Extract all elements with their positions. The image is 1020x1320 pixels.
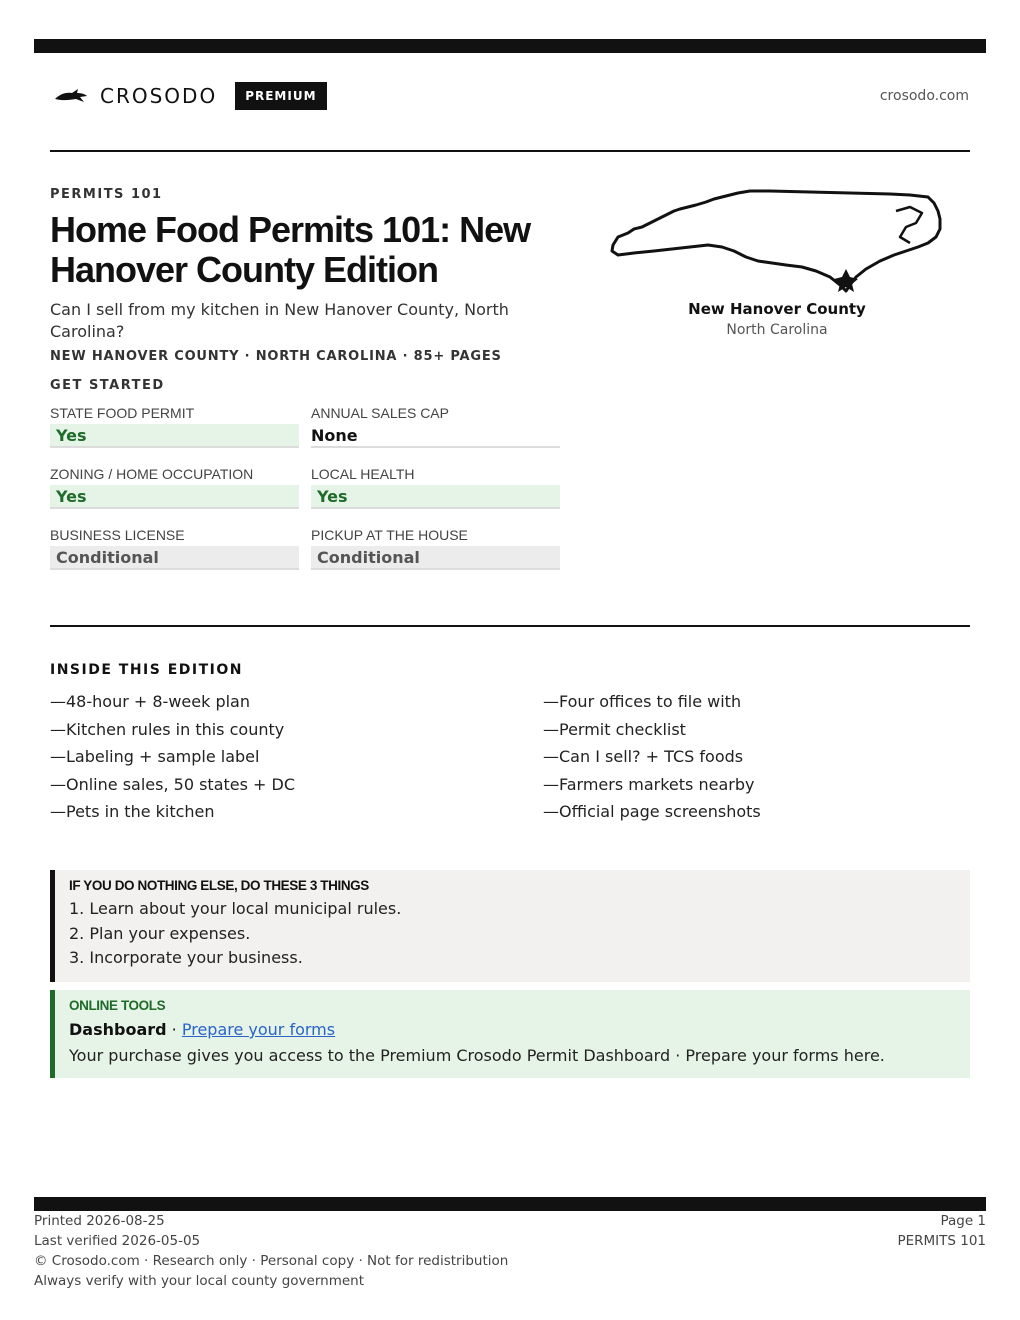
list-item: —Permit checklist xyxy=(543,719,686,739)
printed-date: Printed 2026-08-25 xyxy=(34,1213,165,1229)
north-carolina-map-icon xyxy=(610,185,945,300)
site-url-link[interactable]: crosodo.com xyxy=(879,88,969,104)
summary-cell-state-food-permit xyxy=(50,404,299,448)
footer-section: PERMITS 101 xyxy=(897,1233,986,1249)
bird-icon xyxy=(54,86,88,106)
contents-list-left xyxy=(50,688,520,826)
copyright-notice: © Crosodo.com · Research only · Personal copy · Not for redistribution xyxy=(34,1253,509,1269)
edition-meta: NEW HANOVER COUNTY · NORTH CAROLINA · 85+ PAGES xyxy=(50,349,502,364)
list-item: —Can I sell? + TCS foods xyxy=(543,747,744,766)
list-item: —Kitchen rules in this county xyxy=(50,719,285,739)
callout-heading: IF YOU DO NOTHING ELSE, DO THESE 3 THINGS xyxy=(69,878,369,893)
separator: · xyxy=(166,1020,182,1039)
summary-label: BUSINESS LICENSE xyxy=(50,527,185,543)
summary-label: ZONING / HOME OCCUPATION xyxy=(50,466,254,482)
list-item: —Official page screenshots xyxy=(543,802,761,821)
list-item: —Four offices to file with xyxy=(543,692,742,711)
step-item: 2. Plan your expenses. xyxy=(69,923,251,943)
summary-cell-pickup-at-house xyxy=(311,526,560,570)
map-county-label: New Hanover County xyxy=(688,300,866,318)
list-item: —Online sales, 50 states + DC xyxy=(50,774,296,794)
footer-rule-bar xyxy=(34,1197,986,1211)
summary-label: PICKUP AT THE HOUSE xyxy=(311,527,468,543)
get-started-heading: GET STARTED xyxy=(50,378,165,393)
map-state-label: North Carolina xyxy=(726,322,828,338)
inside-edition-heading: INSIDE THIS EDITION xyxy=(50,662,243,678)
page-title: Home Food Permits 101: New Hanover County Edition xyxy=(50,209,531,290)
header-divider xyxy=(50,150,970,152)
footer-right xyxy=(897,1211,986,1251)
step-item: 1. Learn about your local municipal rules. xyxy=(69,899,402,918)
section-divider xyxy=(50,625,970,627)
kicker: PERMITS 101 xyxy=(50,187,163,202)
online-tools-description: Your purchase gives you access to the Premium Crosodo Permit Dashboard · Prepare your forms here. xyxy=(69,1046,885,1065)
list-item: —Labeling + sample label xyxy=(50,747,260,766)
steps-list xyxy=(69,897,970,971)
summary-value: Yes xyxy=(50,424,299,448)
dashboard-line xyxy=(69,1019,970,1041)
page-number: Page 1 xyxy=(940,1213,986,1229)
summary-value: Yes xyxy=(311,485,560,509)
brand xyxy=(54,80,327,112)
summary-value: Yes xyxy=(50,485,299,509)
online-tools-heading: ONLINE TOOLS xyxy=(69,998,166,1013)
top-rule-bar xyxy=(34,39,986,53)
contents-list-right xyxy=(543,688,963,826)
summary-cell-annual-sales-cap xyxy=(311,404,560,448)
summary-cell-zoning xyxy=(50,465,299,509)
step-item: 3. Incorporate your business. xyxy=(69,948,303,967)
three-things-callout xyxy=(50,870,970,982)
premium-badge: PREMIUM xyxy=(235,82,326,110)
footer-left xyxy=(34,1211,508,1291)
list-item: —Pets in the kitchen xyxy=(50,802,215,821)
summary-label: ANNUAL SALES CAP xyxy=(311,405,449,421)
summary-value: Conditional xyxy=(50,546,299,570)
verified-date: Last verified 2026-05-05 xyxy=(34,1233,201,1249)
summary-label: LOCAL HEALTH xyxy=(311,466,415,482)
summary-cell-business-license xyxy=(50,526,299,570)
summary-label: STATE FOOD PERMIT xyxy=(50,405,195,421)
list-item: —Farmers markets nearby xyxy=(543,774,755,794)
dashboard-label: Dashboard xyxy=(69,1020,167,1039)
online-tools-callout xyxy=(50,990,970,1078)
brand-name: CROSODO xyxy=(100,84,218,108)
list-item: —48-hour + 8-week plan xyxy=(50,692,250,711)
page-subtitle: Can I sell from my kitchen in New Hanover County, North Carolina? xyxy=(50,300,509,341)
summary-value: None xyxy=(311,424,560,448)
summary-cell-local-health xyxy=(311,465,560,509)
prepare-forms-link[interactable]: Prepare your forms xyxy=(181,1020,336,1039)
verify-note: Always verify with your local county government xyxy=(34,1273,364,1289)
summary-value: Conditional xyxy=(311,546,560,570)
